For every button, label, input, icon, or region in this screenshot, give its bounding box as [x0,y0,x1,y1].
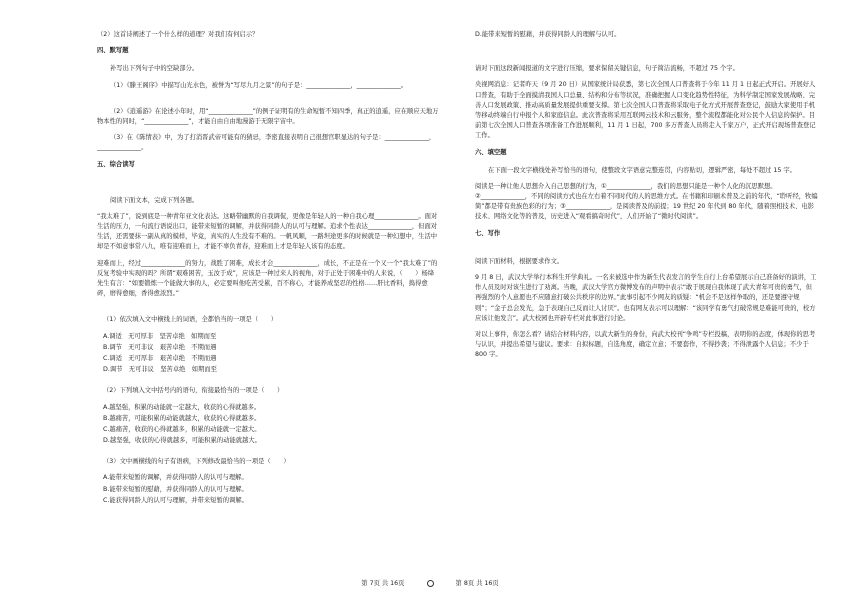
news-paragraph: 央视网消息：记者昨天（9 月 20 日）从国家统计局获悉，第七次全国人口普查将于今年 11 月 1 日起正式开启。开展好人口普查，有助于全面摸清我国人口总量、结构和分布等状况，准确把握人口变化趋势性特征，为科学制定国家发展战略、完善人口发展政策、推动高质量发展提供重要支撑。第七次全国人口普查将采取电子化方式开展普查登记，鼓励大家使用手机等移动终端自行申报个人和家庭信息。此次普查将采用互联网云技术和云服务，整个流程都能化对公民个人信息的保护。目前第七次全国人口普查各项准备工作进展顺利，11 月 1 日起，700 多万普查人员将走入千家万户，正式开启现场普查登记工作。 [475,81,816,140]
q2-option-a[interactable]: A.越坚强，积累的动能就一定越大，收获的心得就越多。 [103,403,261,411]
dictation-item-2: （2）《逍遥游》在论述小年时，用“______________”的例子证明有的生命短暂不知四季，真正的逍遥，应在顺应天地万物本性的同时，“______________”，才能自由自由地漫游于无限宇宙中。 [97,107,439,125]
q3-option-a[interactable]: A.能带来短暂的调解，并获得同龄人的认可与理解。 [103,474,248,482]
writing-instruction: 阅读下面材料，根据要求作文。 [475,257,564,265]
circle-separator-icon [427,580,434,587]
q1-option-a[interactable]: A.调适 无可厚非 坚苦卓绝 如期而至 [103,332,217,340]
page-footer [0,578,860,587]
right-column [475,30,818,367]
q3-option-d[interactable]: D.能带来短暂的慰藉，并获得同龄人的理解与认可。 [475,31,621,38]
q1-option-c[interactable]: C.调适 无可厚非 艰苦卓绝 不期而遇 [103,354,217,362]
fill-paragraph: 阅读是一种让他人思想介入自己思想的行为，①______________，我们的思想只能是一种个人化的沉思默想。②______________，不同的阅读方式也在左右着不同时代的人的思维方式。在书籍和印刷术普及之前的年代，“聆听经，牧编简”都是带有贵族色彩的行为；③______________，是阅读普及的前提；19 世纪 20 年代到 80 年代，随着照相技术、电影技术、网络文化等的普及，历史进入“观看搞奇时代”，人们开始了“微时代阅读”。 [475,182,818,221]
page-number-right: 第 8页 共 16页 [455,580,499,587]
writing-requirements: 对以上事件，你怎么看？请结合材料内容，以武大新生的身份，向武大校刊“争鸣”专栏投稿，表明你的态度，体现你的思考与认识，并提出希望与建议。要求：自拟标题，自选角度，确定立意；不要套作，不得抄袭；不得泄露个人信息；不少于 800 字。 [475,330,816,359]
question-1: （1）依次填入文中横线上的词语，全都恰当的一项是（ ） [103,316,278,324]
section-dictation-heading: 四、默写题 [97,47,129,55]
q2-option-d[interactable]: D.越坚强，收获的心得就越多，可能积累的动能就越大。 [103,437,261,445]
fill-instruction: 在下面一段文字横线处补写恰当的语句，使整段文字语意完整连贯，内容贴切，逻辑严密，每处不超过 15 字。 [488,166,796,174]
section-fill-heading: 六、填空题 [475,148,507,156]
q1-option-b[interactable]: B.调节 无可非议 艰苦卓绝 不期而遇 [103,343,217,351]
dictation-instruction: 补写出下列句子中的空缺部分。 [110,65,199,73]
q3-option-c[interactable]: C.能获得同龄人的认可与理解，并带来短暂的调解。 [103,496,248,504]
question-2: （2）下列填入文中括号内的语句，衔接最恰当的一项是（ ） [103,387,284,395]
reading-instruction: 阅读下面文本，完成下列各题。 [110,196,199,204]
section-writing-heading: 七、写作 [475,229,501,237]
compress-instruction: 请对下面这段新闻报道的文字进行压缩，要求保留关键信息，句子简洁流畅，不超过 75 个字。 [475,65,739,73]
q1-option-d[interactable]: D.调节 无可非议 坚苦卓绝 如期而至 [103,366,217,374]
dictation-item-3: （3）在《陈情表》中，为了打消晋武帝可能有的猜忌，李密直接表明自己很想官职显达的句子是：______________，______________。 [97,134,436,152]
q2-option-b[interactable]: B.越痛苦，可能积累的动能就越大，收获的心得就越多。 [103,414,261,422]
dictation-item-1: （1）《滕王阁序》中描写山光水色，被誉为“写尽九月之景”的句子是：______________，______________。 [110,81,408,89]
section-integrated-heading: 五、综合读写 [97,160,135,168]
poem-question: （2）这首诗阐述了一个什么样的道理？对我们有何启示？ [97,31,259,38]
q3-option-b[interactable]: B.能带来短暂的慰藉，并获得同龄人的认可与理解。 [103,485,248,493]
passage-paragraph-2: 迎难而上，经过______________的努力，战胜了困难，成长才会______________，成长，不正是在一个又一个“我太难了”的反复考验中实现的吗？所谓“艰难困苦，玉汝于成”，应该是一种过来人的视角，对于正处于困难中的人来说，（ ）杨绛先生有言：“如要锻炼一个能做大事的人，必定要叫他吃苦受累，百不称心，才能养成坚忍的性格……肝比香料，捣得愈碎，磨得愈细，香得愈浓烈。” [97,259,438,298]
left-column [97,30,440,507]
writing-material: 9 月 8 日，武汉大学举行本科生开学典礼。一名来被选中作为新生代表发言的学生自行上台希望展示自己准备好的演讲，工作人员及时对该生进行了劝离。当晚，武汉大学官方微博发布的声明中表示“敢于展现自我体现了武大青年可贵的勇气，但再强烈的个人意愿也不应随意打破公共秩序的边界。”此事引起不少网友的质疑：“机会不是这样争取的，还是要遵守规则”；“金子总会发光，急于表现自己反而让人讨厌”。也有网友表示可以理解：“该同学有勇气打破常规是难能可贵的，校方应该让他发言”。武大校园也开辟专栏对此事进行讨论。 [475,274,817,322]
page-number-left: 第 7页 共 16页 [361,580,405,587]
passage-paragraph-1: “我太难了”，说到底是一种青年亚文化表达。这略带幽默的自我调侃，更像是年轻人的一种自我心理______________。面对生活的压力，一句流行语说出口，能带来短暂的调解，并获得同龄人的认可与理解。追求个性表达______________，但面对生活，还需要抹一副从真的模样，毕竟，真实的人生没有不难的。一帆风顺，一路坦途更多的时候就是一种幻想中，生活中却是不如意事常八九，唯有迎难而上，才能不辜负青春，迎难而上才是年轻人该有的态度。 [97,212,438,251]
question-3: （3）文中画横线的句子有语病，下列修改最恰当的一项是（ ） [103,458,290,466]
q2-option-c[interactable]: C.越痛苦，收获的心得就越多，积累的动能就一定越大。 [103,425,261,433]
